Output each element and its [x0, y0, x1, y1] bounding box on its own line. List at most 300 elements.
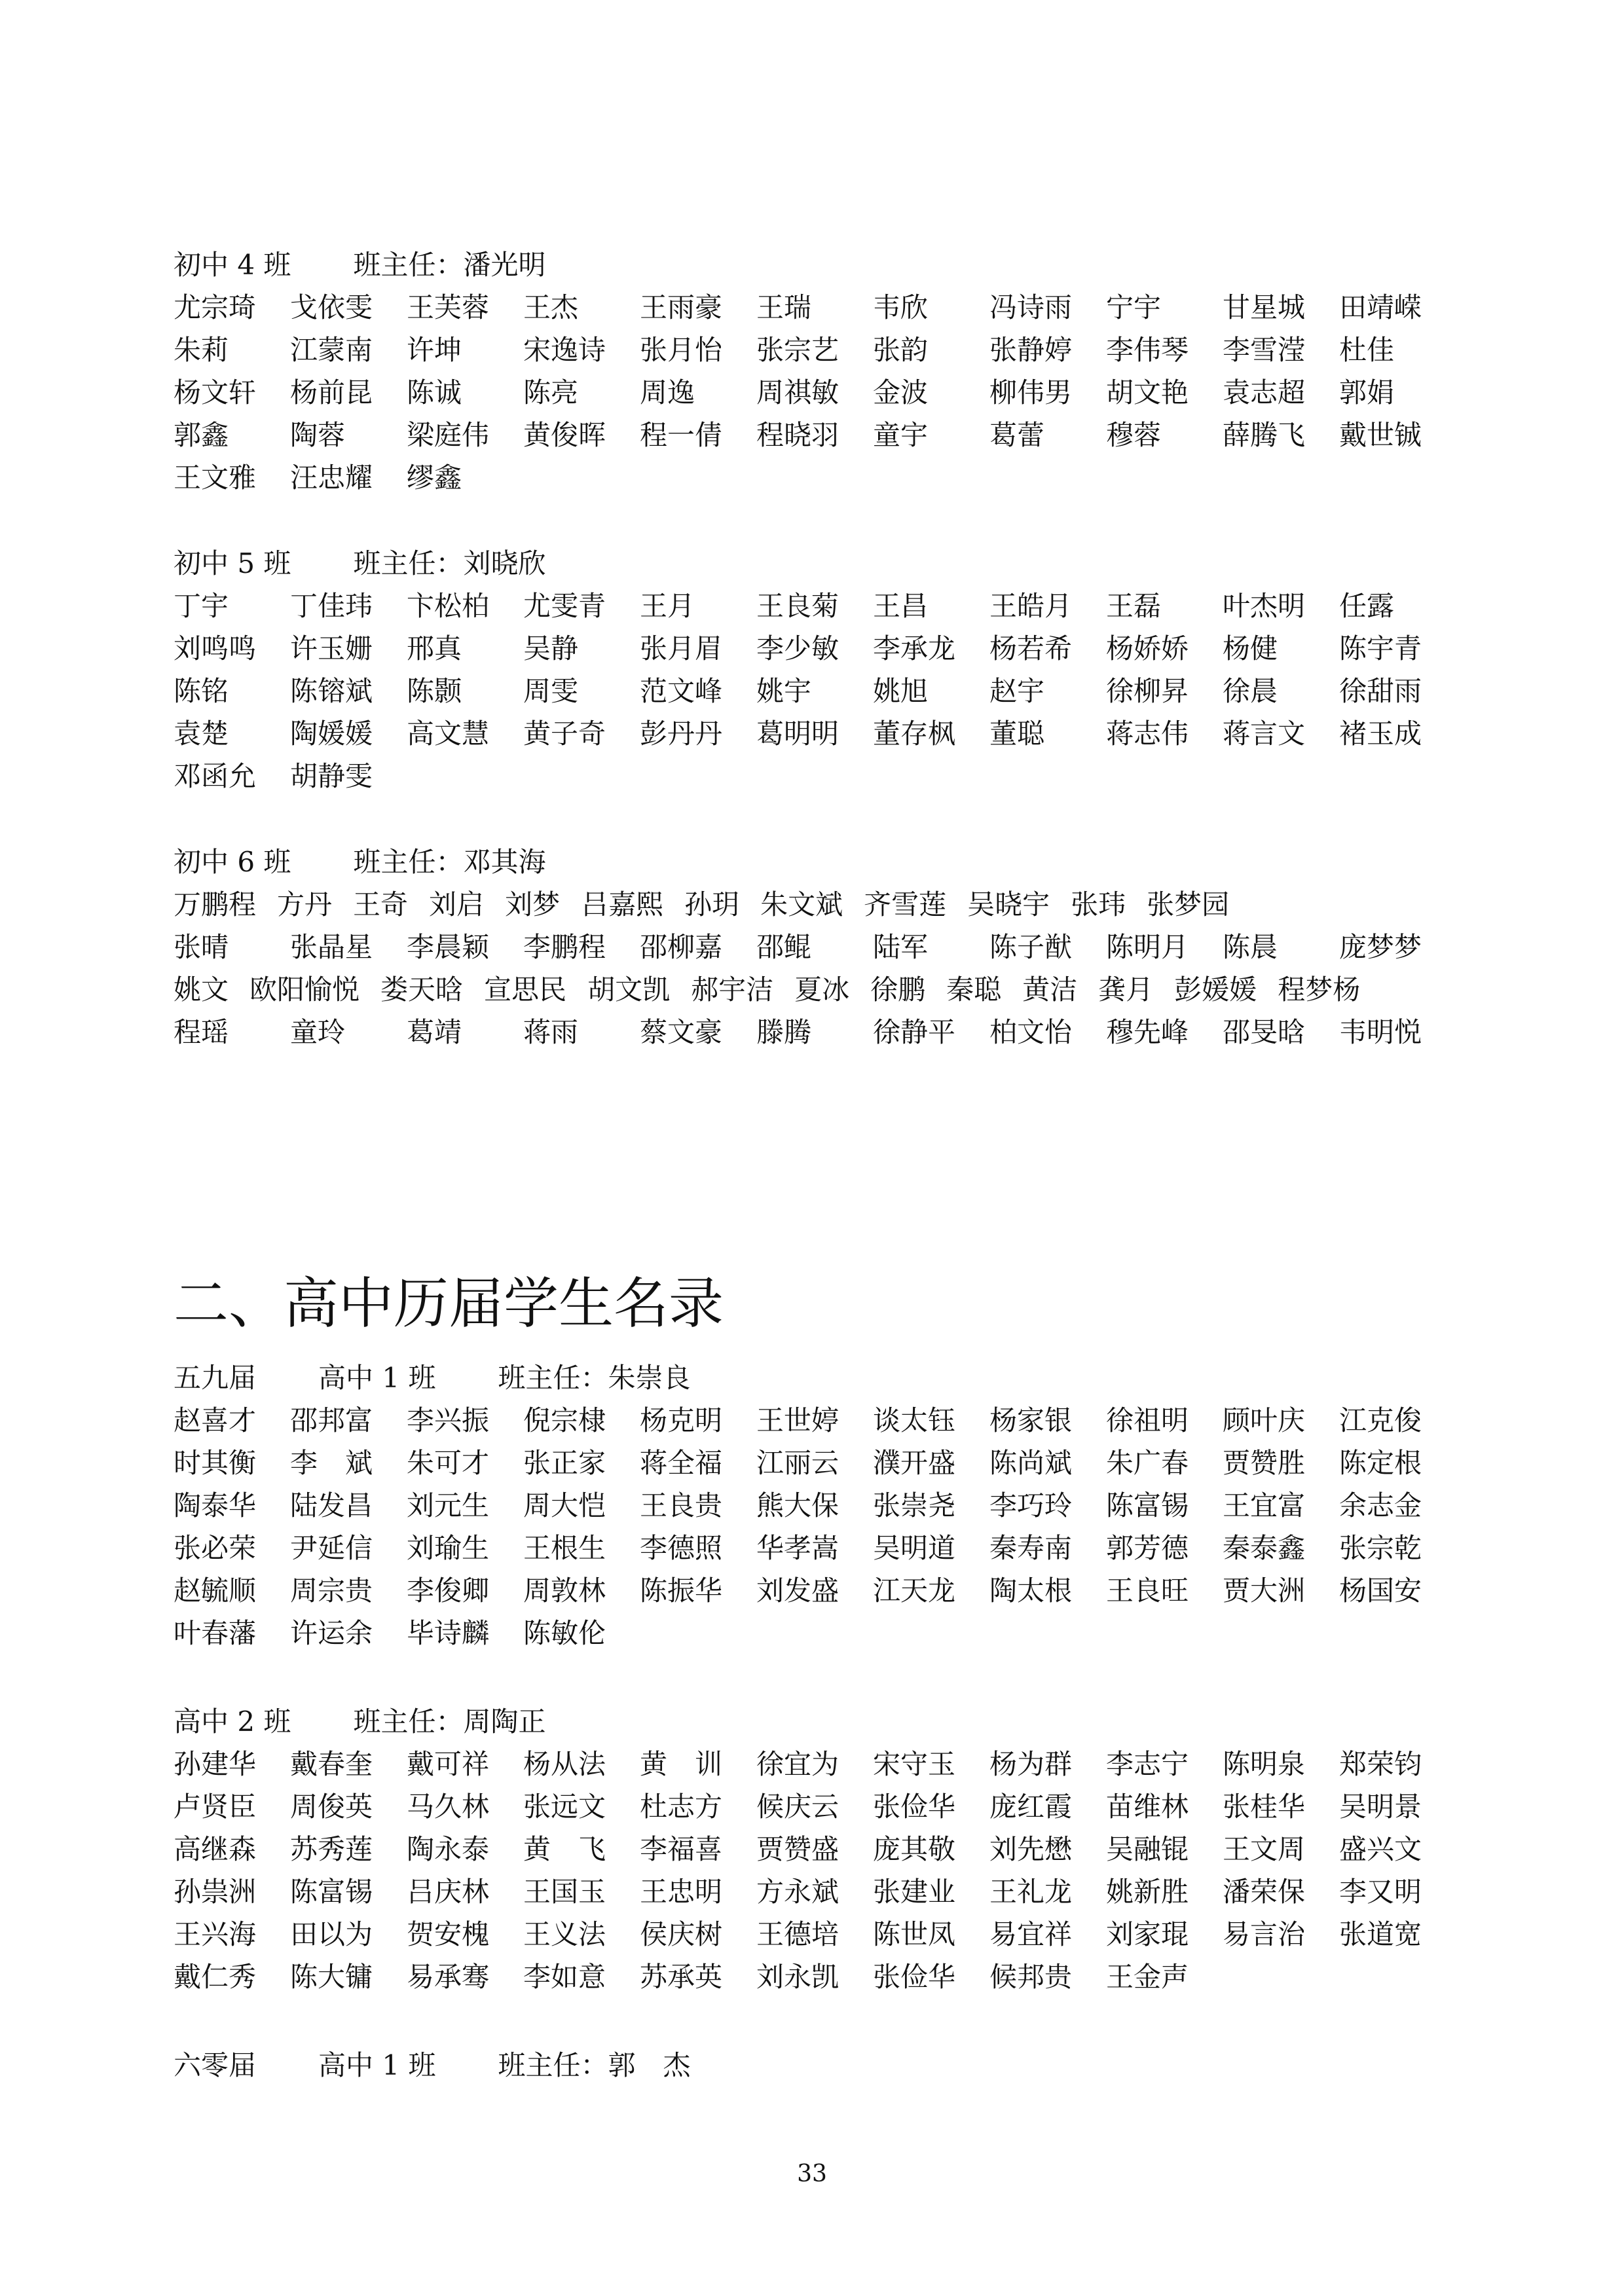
student-name: 姚文 — [174, 974, 229, 1006]
student-name: 张晴 — [174, 931, 229, 963]
student-name: 赵毓顺 — [174, 1575, 257, 1607]
student-name: 穆蓉 — [1106, 419, 1162, 451]
student-name: 金波 — [873, 376, 929, 409]
class-teacher: 班主任：邓其海 — [353, 846, 546, 878]
student-name: 吕嘉熙 — [581, 888, 664, 920]
student-name: 叶杰明 — [1223, 590, 1306, 622]
student-name: 娄天晗 — [380, 974, 464, 1006]
section-title: 二、高中历届学生名录 — [174, 1271, 724, 1336]
student-name: 庞红霞 — [989, 1791, 1073, 1823]
student-name: 刘家琨 — [1106, 1918, 1189, 1950]
student-name: 苏承英 — [640, 1961, 723, 1993]
class-header — [174, 2044, 1470, 2086]
class-name: 高中 2 班 — [174, 1705, 291, 1738]
student-name: 陶媛媛 — [290, 718, 373, 750]
student-name: 刘启 — [429, 888, 485, 920]
student-name: 韦明悦 — [1339, 1016, 1422, 1048]
student-name: 王兴海 — [174, 1918, 257, 1950]
student-name: 万鹏程 — [174, 888, 257, 920]
student-name: 胡静雯 — [290, 760, 373, 792]
student-name: 侯庆树 — [640, 1918, 723, 1950]
student-name: 杨健 — [1223, 632, 1278, 665]
student-name: 盛兴文 — [1339, 1833, 1422, 1865]
student-name: 程一倩 — [640, 419, 723, 451]
name-row — [174, 1870, 1470, 1913]
student-name: 宋逸诗 — [523, 334, 606, 366]
student-name: 王宜富 — [1223, 1489, 1306, 1522]
student-name: 陈明泉 — [1223, 1748, 1306, 1780]
student-name: 高文慧 — [407, 718, 490, 750]
student-name: 李巧玲 — [989, 1489, 1073, 1522]
student-name: 李兴振 — [407, 1404, 490, 1436]
class-teacher: 班主任：郭 杰 — [498, 2049, 691, 2081]
student-name: 陈定根 — [1339, 1447, 1422, 1479]
student-name: 李 斌 — [290, 1447, 373, 1479]
name-row — [174, 1569, 1470, 1612]
student-name: 蒋志伟 — [1106, 718, 1189, 750]
student-name: 张俭华 — [873, 1961, 956, 1993]
student-name: 许运余 — [290, 1617, 373, 1649]
class-name: 高中 1 班 — [318, 1362, 436, 1394]
student-name: 陈富锡 — [290, 1876, 373, 1908]
student-name: 宣思民 — [484, 974, 567, 1006]
student-name: 易承骞 — [407, 1961, 490, 1993]
student-name: 杨前昆 — [290, 376, 373, 409]
student-name: 黄子奇 — [523, 718, 606, 750]
student-name: 胡文艳 — [1106, 376, 1189, 409]
student-name: 邵旻晗 — [1223, 1016, 1306, 1048]
student-name: 尹延信 — [290, 1532, 373, 1564]
student-name: 周大恺 — [523, 1489, 606, 1522]
student-name: 徐宜为 — [756, 1748, 840, 1780]
student-name: 王奇 — [353, 888, 409, 920]
student-name: 邵柳嘉 — [640, 931, 723, 963]
student-name: 刘鸣鸣 — [174, 632, 257, 665]
student-name: 杜志方 — [640, 1791, 723, 1823]
student-name: 苏秀莲 — [290, 1833, 373, 1865]
student-name: 丁宇 — [174, 590, 229, 622]
student-name: 袁志超 — [1223, 376, 1306, 409]
student-name: 王文雅 — [174, 462, 257, 494]
student-name: 朱广春 — [1106, 1447, 1189, 1479]
student-name: 郝宇洁 — [691, 974, 774, 1006]
name-row — [174, 1785, 1470, 1828]
student-name: 程晓羽 — [756, 419, 840, 451]
name-row — [174, 286, 1470, 329]
student-name: 戈依雯 — [290, 291, 373, 323]
name-row — [174, 1011, 1470, 1053]
student-name: 夏冰 — [794, 974, 850, 1006]
student-name: 梁庭伟 — [407, 419, 490, 451]
class-teacher: 班主任：朱崇良 — [498, 1362, 691, 1394]
class-block-senior-59-1 — [174, 1357, 1470, 1654]
class-year: 六零届 — [174, 2049, 257, 2081]
name-row — [174, 670, 1470, 712]
student-name: 董存枫 — [873, 718, 956, 750]
student-name: 邢真 — [407, 632, 462, 665]
student-name: 郭娟 — [1339, 376, 1395, 409]
class-header — [174, 244, 1470, 286]
student-name: 王忠明 — [640, 1876, 723, 1908]
student-name: 张道宽 — [1339, 1918, 1422, 1950]
class-header — [174, 1700, 1470, 1743]
student-name: 徐鹏 — [870, 974, 926, 1006]
student-name: 杨国安 — [1339, 1575, 1422, 1607]
student-name: 陈镕斌 — [290, 675, 373, 707]
student-name: 田以为 — [290, 1918, 373, 1950]
student-name: 柳伟男 — [989, 376, 1073, 409]
student-name: 邵鲲 — [756, 931, 812, 963]
student-name: 滕腾 — [756, 1016, 812, 1048]
student-name: 陈明月 — [1106, 931, 1189, 963]
student-name: 潘荣保 — [1223, 1876, 1306, 1908]
student-name: 张宗乾 — [1339, 1532, 1422, 1564]
class-teacher: 班主任：潘光明 — [353, 249, 546, 281]
student-name: 刘瑜生 — [407, 1532, 490, 1564]
student-name: 候庆云 — [756, 1791, 840, 1823]
student-name: 童玲 — [290, 1016, 346, 1048]
student-name: 齐雪莲 — [864, 888, 947, 920]
student-name: 戴可祥 — [407, 1748, 490, 1780]
student-name: 宋守玉 — [873, 1748, 956, 1780]
name-row — [174, 1527, 1470, 1569]
student-name: 王金声 — [1106, 1961, 1189, 1993]
student-name: 陈铭 — [174, 675, 229, 707]
student-name: 尤宗琦 — [174, 291, 257, 323]
student-name: 易言治 — [1223, 1918, 1306, 1950]
student-name: 周雯 — [523, 675, 579, 707]
student-name: 贾大洲 — [1223, 1575, 1306, 1607]
student-name: 陶永泰 — [407, 1833, 490, 1865]
class-name: 初中 5 班 — [174, 547, 291, 579]
student-name: 卢贤臣 — [174, 1791, 257, 1823]
student-name: 王昌 — [873, 590, 929, 622]
student-name: 李德照 — [640, 1532, 723, 1564]
student-name: 贾赞胜 — [1223, 1447, 1306, 1479]
student-name: 叶春藩 — [174, 1617, 257, 1649]
student-name: 王良菊 — [756, 590, 840, 622]
student-name: 龚月 — [1098, 974, 1154, 1006]
student-name: 袁楚 — [174, 718, 229, 750]
student-name: 王皓月 — [989, 590, 1073, 622]
student-name: 方永斌 — [756, 1876, 840, 1908]
class-block-senior-60-1 — [174, 2044, 1470, 2086]
name-row — [174, 456, 1470, 499]
student-name: 陈振华 — [640, 1575, 723, 1607]
student-name: 陶太根 — [989, 1575, 1073, 1607]
student-name: 江克俊 — [1339, 1404, 1422, 1436]
student-name: 吴融锟 — [1106, 1833, 1189, 1865]
student-name: 杨家银 — [989, 1404, 1073, 1436]
student-name: 陈颢 — [407, 675, 462, 707]
student-name: 李又明 — [1339, 1876, 1422, 1908]
name-row — [174, 1484, 1470, 1527]
student-name: 王磊 — [1106, 590, 1162, 622]
student-name: 李雪滢 — [1223, 334, 1306, 366]
student-name: 尤雯青 — [523, 590, 606, 622]
student-name: 孙祟洲 — [174, 1876, 257, 1908]
student-name: 张建业 — [873, 1876, 956, 1908]
student-name: 徐柳昇 — [1106, 675, 1189, 707]
student-name: 朱可才 — [407, 1447, 490, 1479]
student-name: 王良旺 — [1106, 1575, 1189, 1607]
student-name: 王礼龙 — [989, 1876, 1073, 1908]
student-name: 丁佳玮 — [290, 590, 373, 622]
student-name: 葛明明 — [756, 718, 840, 750]
student-name: 蒋言文 — [1223, 718, 1306, 750]
student-name: 周俊英 — [290, 1791, 373, 1823]
student-name: 庞其敬 — [873, 1833, 956, 1865]
student-name: 赵宇 — [989, 675, 1045, 707]
student-name: 赵喜才 — [174, 1404, 257, 1436]
student-name: 李鹏程 — [523, 931, 606, 963]
class-block-junior-5 — [174, 542, 1470, 797]
student-name: 周敦林 — [523, 1575, 606, 1607]
student-name: 李如意 — [523, 1961, 606, 1993]
name-row — [174, 1913, 1470, 1956]
student-name: 杨文轩 — [174, 376, 257, 409]
student-name: 杨从法 — [523, 1748, 606, 1780]
class-block-junior-6 — [174, 841, 1470, 1053]
student-name: 刘先懋 — [989, 1833, 1073, 1865]
student-name: 蒋雨 — [523, 1016, 579, 1048]
student-name: 缪鑫 — [407, 462, 462, 494]
student-name: 马久林 — [407, 1791, 490, 1823]
student-name: 倪宗棣 — [523, 1404, 606, 1436]
student-name: 王良贵 — [640, 1489, 723, 1522]
student-name: 田靖嵘 — [1339, 291, 1422, 323]
name-row — [174, 968, 1470, 1011]
student-name: 濮开盛 — [873, 1447, 956, 1479]
student-name: 张桂华 — [1223, 1791, 1306, 1823]
student-name: 谈太钰 — [873, 1404, 956, 1436]
student-name: 周祺敏 — [756, 376, 840, 409]
student-name: 陈亮 — [523, 376, 579, 409]
student-name: 胡文凯 — [587, 974, 671, 1006]
student-name: 江丽云 — [756, 1447, 840, 1479]
student-name: 穆先峰 — [1106, 1016, 1189, 1048]
student-name: 朱文斌 — [760, 888, 843, 920]
student-name: 王德培 — [756, 1918, 840, 1950]
student-name: 张韵 — [873, 334, 929, 366]
name-row — [174, 371, 1470, 414]
student-name: 戴世铖 — [1339, 419, 1422, 451]
student-name: 姚旭 — [873, 675, 929, 707]
name-row — [174, 329, 1470, 371]
student-name: 秦寿南 — [989, 1532, 1073, 1564]
student-name: 杨娇娇 — [1106, 632, 1189, 665]
student-name: 江天龙 — [873, 1575, 956, 1607]
student-name: 黄 训 — [640, 1748, 723, 1780]
student-name: 华孝嵩 — [756, 1532, 840, 1564]
student-name: 张必荣 — [174, 1532, 257, 1564]
student-name: 黄 飞 — [523, 1833, 606, 1865]
student-name: 李志宁 — [1106, 1748, 1189, 1780]
student-name: 王根生 — [523, 1532, 606, 1564]
class-year: 五九届 — [174, 1362, 257, 1394]
student-name: 杨克明 — [640, 1404, 723, 1436]
student-name: 吴静 — [523, 632, 579, 665]
class-name: 初中 6 班 — [174, 846, 291, 878]
student-name: 黄俊晖 — [523, 419, 606, 451]
student-name: 任露 — [1339, 590, 1395, 622]
student-name: 卞松柏 — [407, 590, 490, 622]
student-name: 彭媛媛 — [1174, 974, 1257, 1006]
student-name: 欧阳愉悦 — [249, 974, 360, 1006]
student-name: 高继森 — [174, 1833, 257, 1865]
name-row — [174, 1612, 1470, 1654]
student-name: 郭芳德 — [1106, 1532, 1189, 1564]
student-name: 童宇 — [873, 419, 929, 451]
student-name: 邵邦富 — [290, 1404, 373, 1436]
student-name: 易宜祥 — [989, 1918, 1073, 1950]
student-name: 徐甜雨 — [1339, 675, 1422, 707]
student-name: 毕诗麟 — [407, 1617, 490, 1649]
student-name: 张玮 — [1071, 888, 1126, 920]
student-name: 秦泰鑫 — [1223, 1532, 1306, 1564]
student-name: 陆发昌 — [290, 1489, 373, 1522]
student-name: 方丹 — [277, 888, 333, 920]
student-name: 陈诚 — [407, 376, 462, 409]
student-name: 王雨豪 — [640, 291, 723, 323]
student-name: 彭丹丹 — [640, 718, 723, 750]
student-name: 周逸 — [640, 376, 695, 409]
class-block-junior-4 — [174, 244, 1470, 499]
student-name: 江蒙南 — [290, 334, 373, 366]
name-row — [174, 627, 1470, 670]
student-name: 李福喜 — [640, 1833, 723, 1865]
class-header — [174, 841, 1470, 883]
student-name: 甘星城 — [1223, 291, 1306, 323]
student-name: 刘发盛 — [756, 1575, 840, 1607]
student-name: 顾叶庆 — [1223, 1404, 1306, 1436]
student-name: 蔡文豪 — [640, 1016, 723, 1048]
class-header — [174, 1357, 1470, 1399]
student-name: 戴仁秀 — [174, 1961, 257, 1993]
student-name: 王芙蓉 — [407, 291, 490, 323]
student-name: 张月眉 — [640, 632, 723, 665]
student-name: 陈尚斌 — [989, 1447, 1073, 1479]
student-name: 张静婷 — [989, 334, 1073, 366]
student-name: 朱莉 — [174, 334, 229, 366]
student-name: 庞梦梦 — [1339, 931, 1422, 963]
student-name: 张月怡 — [640, 334, 723, 366]
student-name: 董聪 — [989, 718, 1045, 750]
student-name: 柏文怡 — [989, 1016, 1073, 1048]
name-row — [174, 1399, 1470, 1442]
student-name: 张俭华 — [873, 1791, 956, 1823]
student-name: 蒋全福 — [640, 1447, 723, 1479]
student-name: 孙玥 — [684, 888, 740, 920]
name-row — [174, 585, 1470, 627]
student-name: 王月 — [640, 590, 695, 622]
student-name: 余志金 — [1339, 1489, 1422, 1522]
student-name: 韦欣 — [873, 291, 929, 323]
student-name: 陶泰华 — [174, 1489, 257, 1522]
student-name: 徐静平 — [873, 1016, 956, 1048]
student-name: 程梦杨 — [1278, 974, 1361, 1006]
student-name: 陈宇青 — [1339, 632, 1422, 665]
class-name: 高中 1 班 — [318, 2049, 436, 2081]
name-row — [174, 755, 1470, 797]
student-name: 陈大镛 — [290, 1961, 373, 1993]
student-name: 吴晓宇 — [967, 888, 1050, 920]
student-name: 褚玉成 — [1339, 718, 1422, 750]
student-name: 薛腾飞 — [1223, 419, 1306, 451]
student-name: 葛蕾 — [989, 419, 1045, 451]
student-name: 陈敏伦 — [523, 1617, 606, 1649]
student-name: 邓函允 — [174, 760, 257, 792]
student-name: 候邦贵 — [989, 1961, 1073, 1993]
student-name: 王瑞 — [756, 291, 812, 323]
student-name: 吕庆林 — [407, 1876, 490, 1908]
name-row — [174, 414, 1470, 456]
student-name: 范文峰 — [640, 675, 723, 707]
student-name: 冯诗雨 — [989, 291, 1073, 323]
student-name: 王国玉 — [523, 1876, 606, 1908]
student-name: 孙建华 — [174, 1748, 257, 1780]
student-name: 张远文 — [523, 1791, 606, 1823]
student-name: 李俊卿 — [407, 1575, 490, 1607]
student-name: 王世婷 — [756, 1404, 840, 1436]
class-header — [174, 542, 1470, 585]
student-name: 秦聪 — [946, 974, 1002, 1006]
student-name: 王义法 — [523, 1918, 606, 1950]
student-name: 苗维林 — [1106, 1791, 1189, 1823]
student-name: 徐祖明 — [1106, 1404, 1189, 1436]
student-name: 张宗艺 — [756, 334, 840, 366]
student-name: 陶蓉 — [290, 419, 346, 451]
student-name: 张晶星 — [290, 931, 373, 963]
student-name: 王文周 — [1223, 1833, 1306, 1865]
student-name: 杜佳 — [1339, 334, 1395, 366]
student-name: 陈晨 — [1223, 931, 1278, 963]
student-name: 陆军 — [873, 931, 929, 963]
student-name: 杨若希 — [989, 632, 1073, 665]
student-name: 熊大保 — [756, 1489, 840, 1522]
student-name: 姚新胜 — [1106, 1876, 1189, 1908]
student-name: 李承龙 — [873, 632, 956, 665]
student-name: 许玉姗 — [290, 632, 373, 665]
student-name: 张梦园 — [1147, 888, 1230, 920]
student-name: 徐晨 — [1223, 675, 1278, 707]
page-number: 33 — [797, 2160, 827, 2187]
student-name: 陈世凤 — [873, 1918, 956, 1950]
student-name: 郑荣钧 — [1339, 1748, 1422, 1780]
student-name: 刘永凯 — [756, 1961, 840, 1993]
student-name: 王杰 — [523, 291, 579, 323]
student-name: 贺安槐 — [407, 1918, 490, 1950]
student-name: 刘元生 — [407, 1489, 490, 1522]
name-row — [174, 1743, 1470, 1785]
student-name: 杨为群 — [989, 1748, 1073, 1780]
student-name: 时其衡 — [174, 1447, 257, 1479]
class-name: 初中 4 班 — [174, 249, 291, 281]
student-name: 贾赞盛 — [756, 1833, 840, 1865]
student-name: 姚宇 — [756, 675, 812, 707]
student-name: 汪忠耀 — [290, 462, 373, 494]
student-name: 戴春奎 — [290, 1748, 373, 1780]
student-name: 陈子猷 — [989, 931, 1073, 963]
student-name: 张正家 — [523, 1447, 606, 1479]
student-name: 程瑶 — [174, 1016, 229, 1048]
student-name: 吴明景 — [1339, 1791, 1422, 1823]
name-row — [174, 883, 1470, 926]
student-name: 郭鑫 — [174, 419, 229, 451]
name-row — [174, 1828, 1470, 1870]
student-name: 许坤 — [407, 334, 462, 366]
student-name: 黄洁 — [1022, 974, 1078, 1006]
